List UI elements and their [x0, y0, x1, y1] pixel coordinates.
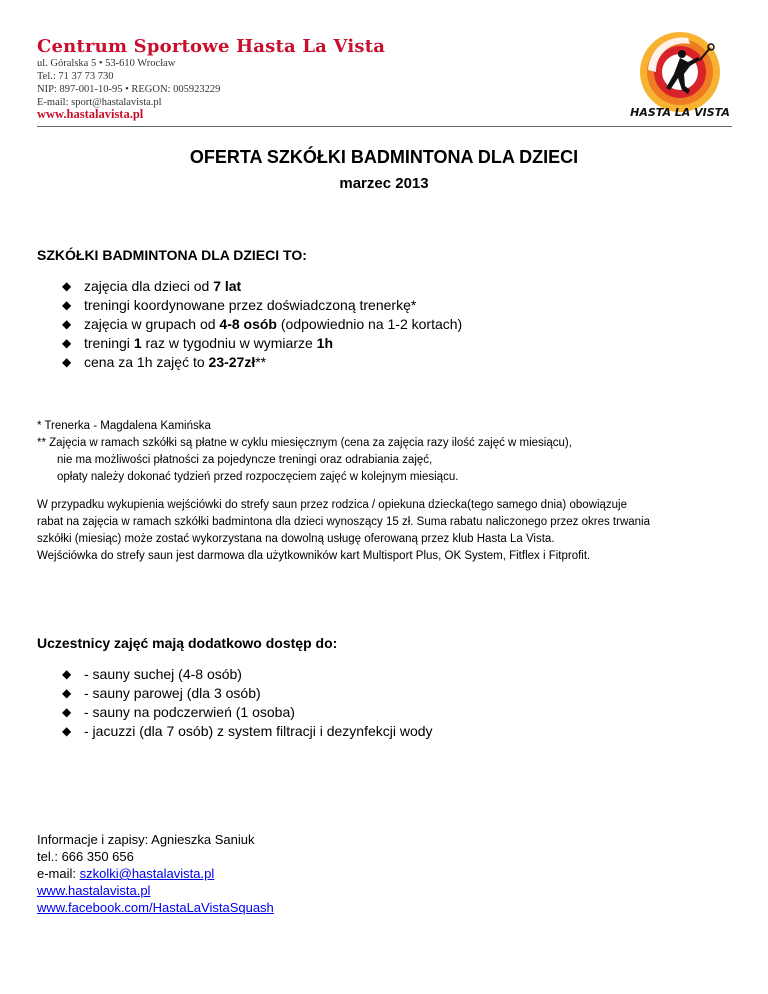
diamond-bullet-icon: ◆	[62, 724, 72, 738]
list-item: ◆ - jacuzzi (dla 7 osób) z system filtracji i dezynfekcji wody	[62, 723, 433, 739]
list-item: ◆ zajęcia dla dzieci od 7 lat	[62, 278, 242, 294]
section-heading-school: SZKÓŁKI BADMINTONA DLA DZIECI TO:	[37, 247, 307, 263]
list-item: ◆ zajęcia w grupach od 4-8 osób (odpowiednio na 1-2 kortach)	[62, 316, 463, 332]
company-name: Centrum Sportowe Hasta La Vista	[37, 36, 386, 57]
extras-list	[62, 665, 433, 741]
footnotes	[37, 418, 572, 486]
company-address: ul. Góralska 5 • 53-610 Wrocław	[37, 58, 176, 69]
footnote-payment-line2: nie ma możliwości płatności za pojedyncze treningi oraz odrabiania zajęć,	[57, 454, 433, 466]
company-info	[37, 57, 220, 109]
footnote-payment: ** Zajęcia w ramach szkółki są płatne w cyklu miesięcznym (cena za zajęcia razy ilość zajęć w miesiącu),	[37, 437, 572, 449]
list-item: ◆ treningi 1 raz w tygodniu w wymiarze 1h	[62, 335, 334, 351]
diamond-bullet-icon: ◆	[62, 686, 72, 700]
list-item: ◆ - sauny na podczerwień (1 osoba)	[62, 704, 295, 720]
website-link[interactable]: www.hastalavista.pl	[37, 883, 151, 898]
contact-phone: tel.: 666 350 656	[37, 849, 134, 864]
list-item: ◆ - sauny parowej (dla 3 osób)	[62, 685, 261, 701]
contact-email-row: e-mail: szkolki@hastalavista.pl	[37, 866, 215, 881]
list-item: ◆ cena za 1h zajęć to 23-27zł**	[62, 354, 267, 370]
diamond-bullet-icon: ◆	[62, 298, 72, 312]
diamond-bullet-icon: ◆	[62, 667, 72, 681]
contact-info	[37, 831, 274, 916]
list-item: ◆ treningi koordynowane przez doświadczoną trenerkę*	[62, 297, 417, 313]
diamond-bullet-icon: ◆	[62, 355, 72, 369]
email-link[interactable]: szkolki@hastalavista.pl	[79, 866, 215, 881]
company-nip-regon: NIP: 897-001-10-95 • REGON: 005923229	[37, 84, 221, 95]
diamond-bullet-icon: ◆	[62, 336, 72, 350]
diamond-bullet-icon: ◆	[62, 317, 72, 331]
offer-date: marzec 2013	[339, 175, 429, 192]
header-divider	[37, 126, 732, 127]
company-email: E-mail: sport@hastalavista.pl	[37, 97, 162, 108]
section-heading-extras: Uczestnicy zajęć mają dodatkowo dostęp do:	[37, 635, 338, 651]
offer-title: OFERTA SZKÓŁKI BADMINTONA DLA DZIECI	[189, 147, 579, 167]
logo-text: HASTA LA VISTA	[630, 106, 730, 119]
facebook-link[interactable]: www.facebook.com/HastaLaVistaSquash	[37, 900, 274, 915]
sauna-discount-paragraph: W przypadku wykupienia wejściówki do strefy saun przez rodzica / opiekuna dziecka(tego samego dnia) obowiązuje rabat na zajęcia w ramach szkółki badmintona dla dzieci wynoszący 15 zł. Suma rabatu naliczonego przez okres trwania szkółki (miesiąc) może zostać wykorzystana na dowolną usługę oferowaną przez klub Hasta La Vista. Wejściówka do strefy saun jest darmowa dla użytkowników kart Multisport Plus, OK System, Fitflex i Fitprofit.	[37, 499, 650, 562]
diamond-bullet-icon: ◆	[62, 705, 72, 719]
company-website: www.hastalavista.pl	[37, 107, 144, 121]
footnote-trainer: * Trenerka - Magdalena Kamińska	[37, 420, 211, 432]
footnote-payment-line3: opłaty należy dokonać tydzień przed rozpoczęciem zajęć w kolejnym miesiącu.	[57, 471, 459, 483]
contact-person: Informacje i zapisy: Agnieszka Saniuk	[37, 832, 255, 847]
list-item: ◆ - sauny suchej (4-8 osób)	[62, 666, 242, 682]
diamond-bullet-icon: ◆	[62, 279, 72, 293]
company-phone: Tel.: 71 37 73 730	[37, 71, 114, 82]
school-features-list	[62, 277, 462, 372]
